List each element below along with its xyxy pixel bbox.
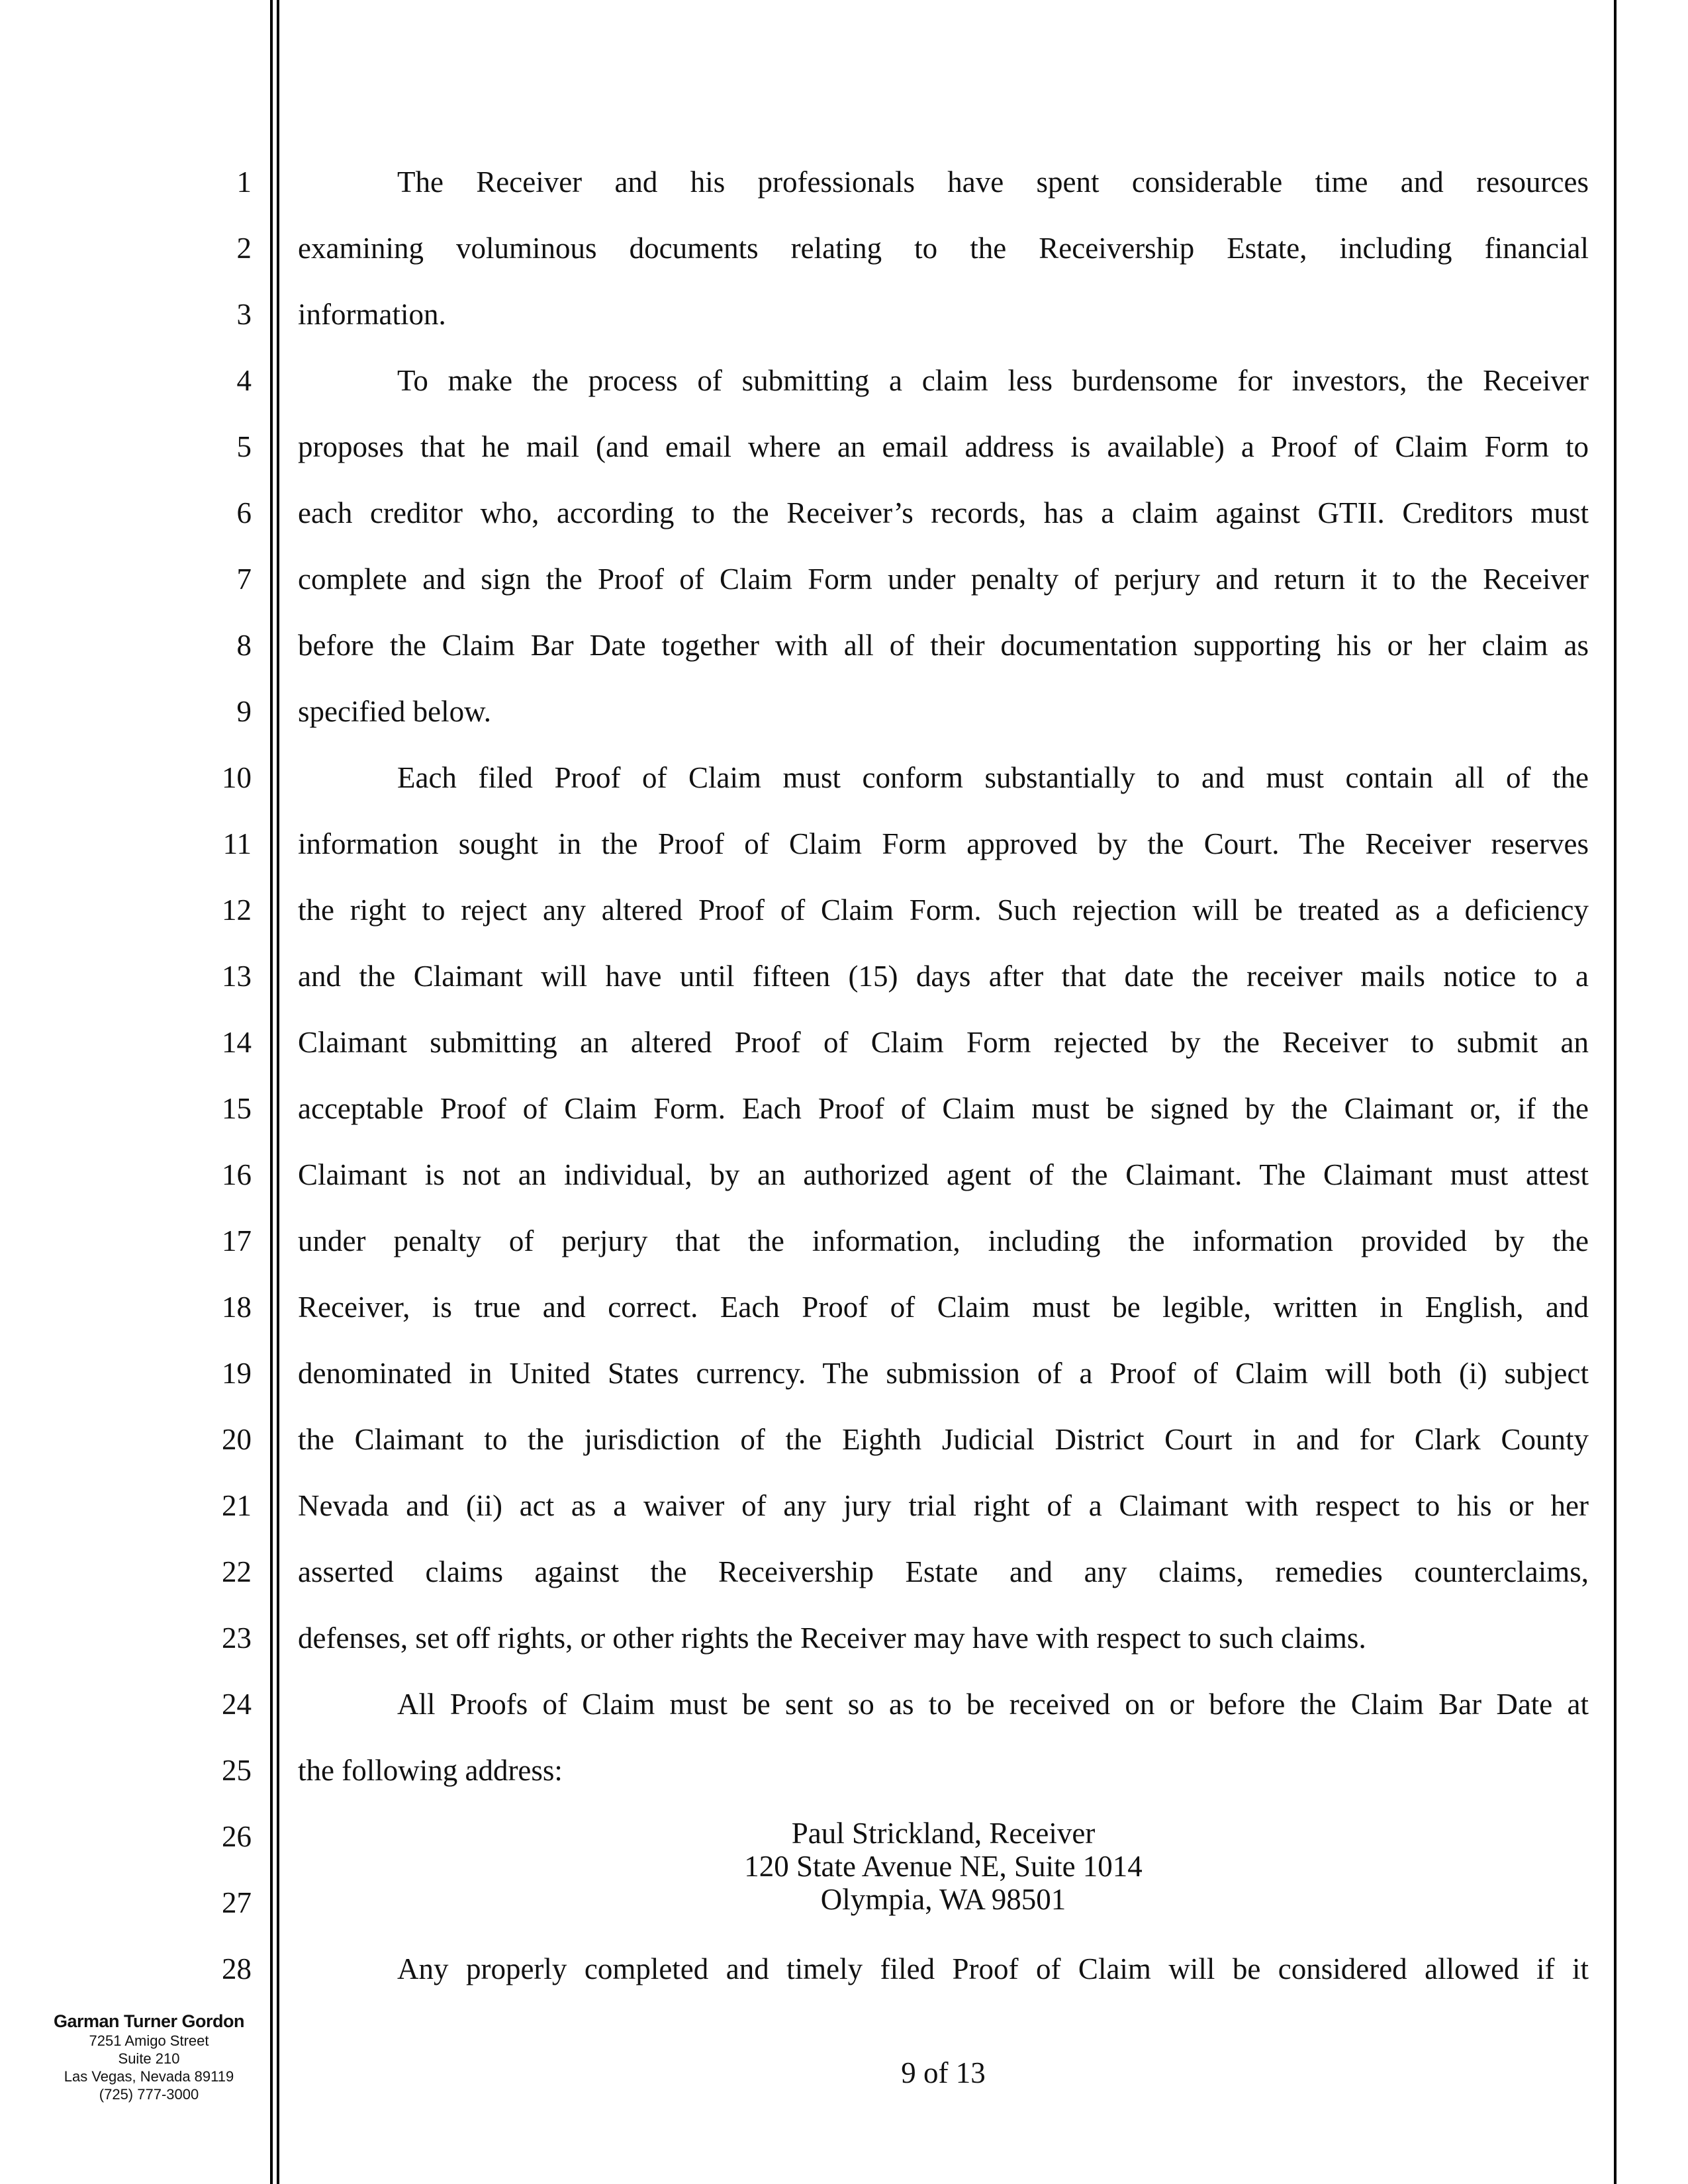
line-number: 5 <box>236 430 252 463</box>
line-number: 27 <box>222 1886 252 1919</box>
line-number: 8 <box>236 629 252 662</box>
line-number: 4 <box>236 364 252 397</box>
body-line: denominated in United States currency. The submission of a Proof of Claim will both (i) subject <box>298 1357 1589 1390</box>
body-line: the following address: <box>298 1754 563 1787</box>
body-line: The Receiver and his professionals have spent considerable time and resources <box>397 165 1589 199</box>
body-line: To make the process of submitting a claim less burdensome for investors, the Receiver <box>397 364 1589 397</box>
line-number: 19 <box>222 1357 252 1390</box>
receiver-name: Paul Strickland, Receiver <box>791 1817 1096 1850</box>
line-number: 16 <box>222 1158 252 1191</box>
line-number: 28 <box>222 1952 252 1985</box>
firm-city: Las Vegas, Nevada 89119 <box>64 2068 234 2085</box>
left-margin-rule <box>270 0 273 2184</box>
body-line: Receiver, is true and correct. Each Proof of Claim must be legible, written in English, and <box>298 1291 1589 1324</box>
line-number: 26 <box>222 1820 252 1853</box>
body-line: All Proofs of Claim must be sent so as to be received on or before the Claim Bar Date at <box>397 1688 1589 1721</box>
body-line: examining voluminous documents relating to the Receivership Estate, including financial <box>298 232 1589 265</box>
body-line: acceptable Proof of Claim Form. Each Proof of Claim must be signed by the Claimant or, if the <box>298 1092 1589 1125</box>
receiver-street: 120 State Avenue NE, Suite 1014 <box>744 1850 1143 1883</box>
line-number: 17 <box>222 1224 252 1257</box>
body-line: information. <box>298 298 446 331</box>
line-number: 9 <box>236 695 252 728</box>
body-line: defenses, set off rights, or other rights the Receiver may have with respect to such claims. <box>298 1621 1366 1655</box>
line-number: 23 <box>222 1621 252 1655</box>
left-margin-rule-inner <box>277 0 279 2184</box>
line-number: 10 <box>222 761 252 794</box>
line-number: 13 <box>222 960 252 993</box>
body-line: Nevada and (ii) act as a waiver of any jury trial right of a Claimant with respect to his or her <box>298 1489 1589 1522</box>
body-line: complete and sign the Proof of Claim Form under penalty of perjury and return it to the Receiver <box>298 563 1589 596</box>
line-number: 24 <box>222 1688 252 1721</box>
line-number: 11 <box>222 827 252 860</box>
firm-suite: Suite 210 <box>118 2050 180 2067</box>
body-line: the right to reject any altered Proof of Claim Form. Such rejection will be treated as a deficiency <box>298 893 1589 927</box>
body-line: Claimant is not an individual, by an authorized agent of the Claimant. The Claimant must attest <box>298 1158 1589 1191</box>
line-number: 18 <box>222 1291 252 1324</box>
firm-street: 7251 Amigo Street <box>89 2032 209 2049</box>
line-number: 25 <box>222 1754 252 1787</box>
right-margin-rule <box>1614 0 1617 2184</box>
line-number: 1 <box>236 165 252 199</box>
receiver-city: Olympia, WA 98501 <box>820 1883 1066 1916</box>
line-number: 6 <box>236 496 252 529</box>
body-line: and the Claimant will have until fifteen (15) days after that date the receiver mails notice to a <box>298 960 1589 993</box>
firm-footer <box>40 2011 258 2103</box>
line-number: 12 <box>222 893 252 927</box>
line-number: 7 <box>236 563 252 596</box>
body-line: Claimant submitting an altered Proof of Claim Form rejected by the Receiver to submit an <box>298 1026 1589 1059</box>
body-line: Each filed Proof of Claim must conform substantially to and must contain all of the <box>397 761 1589 794</box>
body-line: under penalty of perjury that the information, including the information provided by the <box>298 1224 1589 1257</box>
body-line: Any properly completed and timely filed Proof of Claim will be considered allowed if it <box>397 1952 1589 1985</box>
body-line: before the Claim Bar Date together with all of their documentation supporting his or her claim as <box>298 629 1589 662</box>
line-number: 22 <box>222 1555 252 1588</box>
line-number: 14 <box>222 1026 252 1059</box>
line-number: 3 <box>236 298 252 331</box>
body-line: the Claimant to the jurisdiction of the Eighth Judicial District Court in and for Clark County <box>298 1423 1589 1456</box>
firm-name: Garman Turner Gordon <box>53 2011 245 2031</box>
line-number: 15 <box>222 1092 252 1125</box>
line-number: 20 <box>222 1423 252 1456</box>
body-line: proposes that he mail (and email where an email address is available) a Proof of Claim Form to <box>298 430 1589 463</box>
line-number: 21 <box>222 1489 252 1522</box>
body-line: asserted claims against the Receivership Estate and any claims, remedies counterclaims, <box>298 1555 1589 1588</box>
body-line: each creditor who, according to the Receiver’s records, has a claim against GTII. Creditors must <box>298 496 1589 529</box>
page-number: 9 of 13 <box>901 2056 986 2089</box>
firm-phone: (725) 777-3000 <box>99 2086 199 2103</box>
body-line: specified below. <box>298 695 491 728</box>
line-number: 2 <box>236 232 252 265</box>
body-line: information sought in the Proof of Claim Form approved by the Court. The Receiver reserves <box>298 827 1589 860</box>
